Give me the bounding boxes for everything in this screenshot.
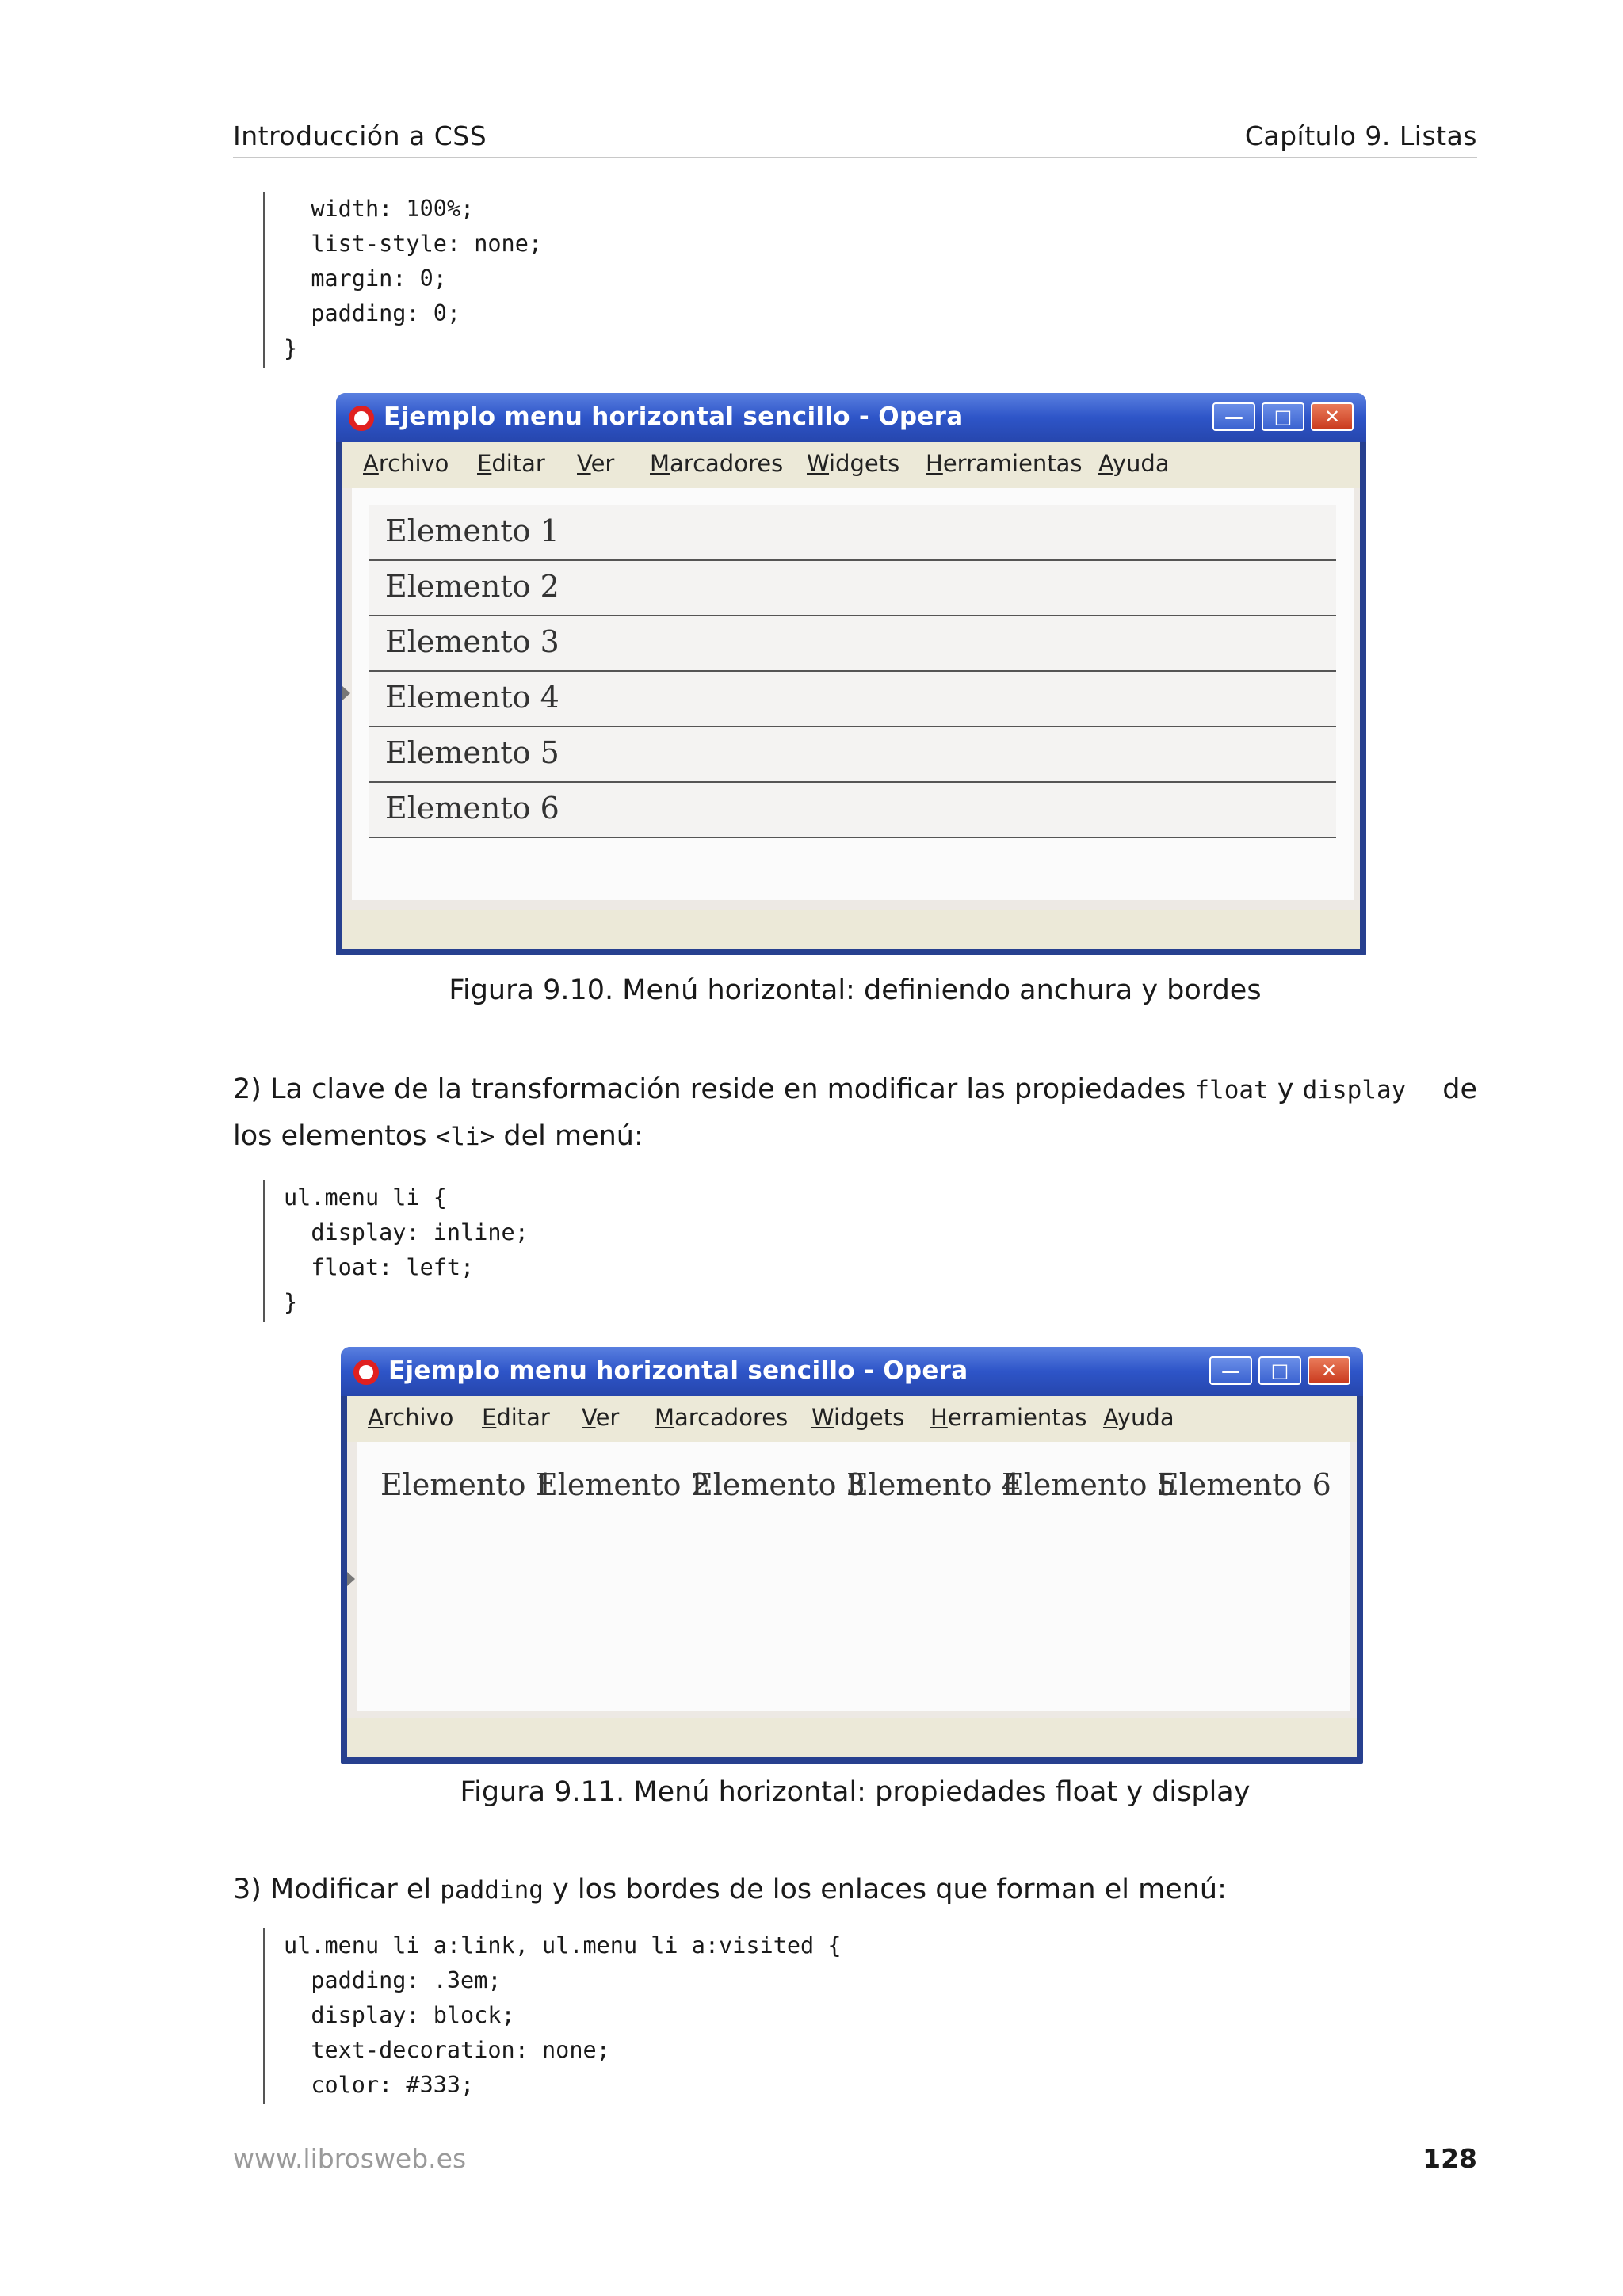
menu-item-link[interactable]: Elemento 3 (691, 1467, 865, 1502)
menu-editar[interactable]: Editar (477, 450, 545, 477)
code-line: ul.menu li { (284, 1184, 447, 1211)
menu-item-label: Elemento 4 (385, 680, 559, 715)
code-line: text-decoration: none; (284, 2037, 610, 2063)
menu-item-label: Elemento 1 (385, 513, 559, 548)
window-titlebar (341, 1347, 1363, 1396)
menu-item-link[interactable] (369, 505, 1336, 561)
code-line: margin: 0; (284, 265, 447, 292)
menu-item-label: Elemento 3 (385, 624, 559, 659)
close-button[interactable] (1308, 1356, 1350, 1385)
text-run: y los bordes de los enlaces que forman el menú: (543, 1874, 1227, 1905)
code-line: } (284, 335, 298, 361)
viewport (342, 488, 1360, 949)
window-controls (1212, 402, 1354, 433)
text-run: 3) Modificar el (233, 1874, 441, 1905)
window-titlebar (336, 393, 1366, 442)
text-run: 2) La clave de la transformación reside en modificar las propiedades (233, 1074, 1195, 1105)
menu-item-link[interactable] (369, 616, 1336, 672)
close-icon: ✕ (1320, 1360, 1338, 1382)
close-icon: ✕ (1323, 406, 1341, 428)
viewport (347, 1442, 1357, 1757)
menu-item-link[interactable] (369, 672, 1336, 727)
code-block-2 (263, 1180, 529, 1322)
menu-item-link[interactable] (369, 727, 1336, 783)
figure-caption-2: Figura 9.11. Menú horizontal: propiedades float y display (460, 1776, 1251, 1808)
footer-website-link[interactable]: www.librosweb.es (233, 2143, 467, 2174)
menu-item-link[interactable]: Elemento 4 (846, 1467, 1021, 1502)
menu-item-label: Elemento 6 (385, 791, 559, 826)
browser-window-vertical (336, 393, 1366, 955)
opera-logo-icon (349, 406, 374, 431)
code-line: float: left; (284, 1254, 475, 1280)
chapter-title: Capítulo 9. Listas (1244, 120, 1477, 151)
inline-code: display (1302, 1076, 1407, 1104)
menu-herramientas[interactable]: Herramientas (930, 1404, 1087, 1431)
close-button[interactable] (1311, 402, 1354, 431)
menu-bar (342, 442, 1360, 488)
maximize-icon: □ (1270, 1360, 1289, 1382)
paragraph-3 (233, 1867, 1477, 1913)
para-text (233, 1066, 1406, 1113)
window-title: Ejemplo menu horizontal sencillo - Opera (384, 402, 964, 431)
menu-item-link[interactable]: Elemento 2 (536, 1467, 710, 1502)
menu-bar (347, 1396, 1357, 1442)
menu-item-link[interactable] (369, 783, 1336, 838)
maximize-button[interactable] (1262, 402, 1304, 431)
text-run: de (1442, 1074, 1477, 1105)
panel-arrow-icon[interactable] (342, 686, 350, 700)
menu-item-link[interactable] (369, 561, 1336, 616)
window-title: Ejemplo menu horizontal sencillo - Opera (388, 1356, 968, 1385)
menu-archivo[interactable]: Archivo (363, 450, 449, 477)
inline-code: padding (440, 1876, 544, 1905)
menu-item-link[interactable]: Elemento 1 (380, 1467, 555, 1502)
menu-marcadores[interactable]: Marcadores (650, 450, 784, 477)
minimize-icon: — (1221, 1360, 1240, 1382)
code-line: color: #333; (284, 2072, 475, 2098)
window-controls (1209, 1356, 1350, 1386)
maximize-button[interactable] (1258, 1356, 1301, 1385)
code-line: padding: 0; (284, 300, 461, 326)
menu-item-link[interactable]: Elemento 6 (1157, 1467, 1331, 1502)
menu-ver[interactable]: Ver (582, 1404, 620, 1431)
panel-arrow-icon[interactable] (347, 1572, 355, 1586)
page-number: 128 (1423, 2143, 1477, 2174)
menu-item-link[interactable]: Elemento 5 (1002, 1467, 1176, 1502)
code-line: padding: .3em; (284, 1967, 502, 1993)
book-title: Introducción a CSS (233, 120, 487, 151)
inline-code: <li> (435, 1123, 495, 1151)
browser-window-horizontal (341, 1347, 1363, 1764)
menu-item-label: Elemento 2 (385, 569, 559, 604)
text-run: los elementos (233, 1120, 436, 1152)
page-area (357, 1442, 1350, 1711)
code-line: display: block; (284, 2002, 515, 2028)
maximize-icon: □ (1274, 406, 1293, 428)
menu-ayuda[interactable]: Ayuda (1103, 1404, 1174, 1431)
menu-item-label: Elemento 5 (385, 735, 559, 770)
text-run: del menú: (495, 1120, 643, 1152)
code-block-3 (263, 1928, 842, 2104)
minimize-button[interactable] (1209, 1356, 1252, 1385)
inline-code: float (1194, 1076, 1269, 1104)
code-line: ul.menu li a:link, ul.menu li a:visited { (284, 1932, 842, 1958)
code-line: } (284, 1289, 298, 1315)
opera-logo-icon (353, 1360, 379, 1385)
menu-editar[interactable]: Editar (482, 1404, 550, 1431)
menu-ver[interactable]: Ver (577, 450, 615, 477)
status-bar (347, 1718, 1357, 1757)
code-line: width: 100%; (284, 196, 475, 222)
code-line: display: inline; (284, 1219, 529, 1245)
page-header (233, 119, 1477, 158)
code-block-1 (263, 192, 543, 368)
menu-widgets[interactable]: Widgets (807, 450, 900, 477)
page-area (352, 488, 1354, 900)
minimize-icon: — (1224, 406, 1243, 428)
status-bar (342, 910, 1360, 949)
text-run: y (1268, 1074, 1303, 1105)
menu-archivo[interactable]: Archivo (368, 1404, 454, 1431)
figure-caption-1: Figura 9.10. Menú horizontal: definiendo anchura y bordes (449, 974, 1262, 1006)
code-line: list-style: none; (284, 231, 543, 257)
menu-marcadores[interactable]: Marcadores (655, 1404, 789, 1431)
menu-widgets[interactable]: Widgets (812, 1404, 905, 1431)
paragraph-2 (233, 1066, 1477, 1160)
menu-herramientas[interactable]: Herramientas (926, 450, 1083, 477)
minimize-button[interactable] (1212, 402, 1255, 431)
menu-ayuda[interactable]: Ayuda (1098, 450, 1170, 477)
